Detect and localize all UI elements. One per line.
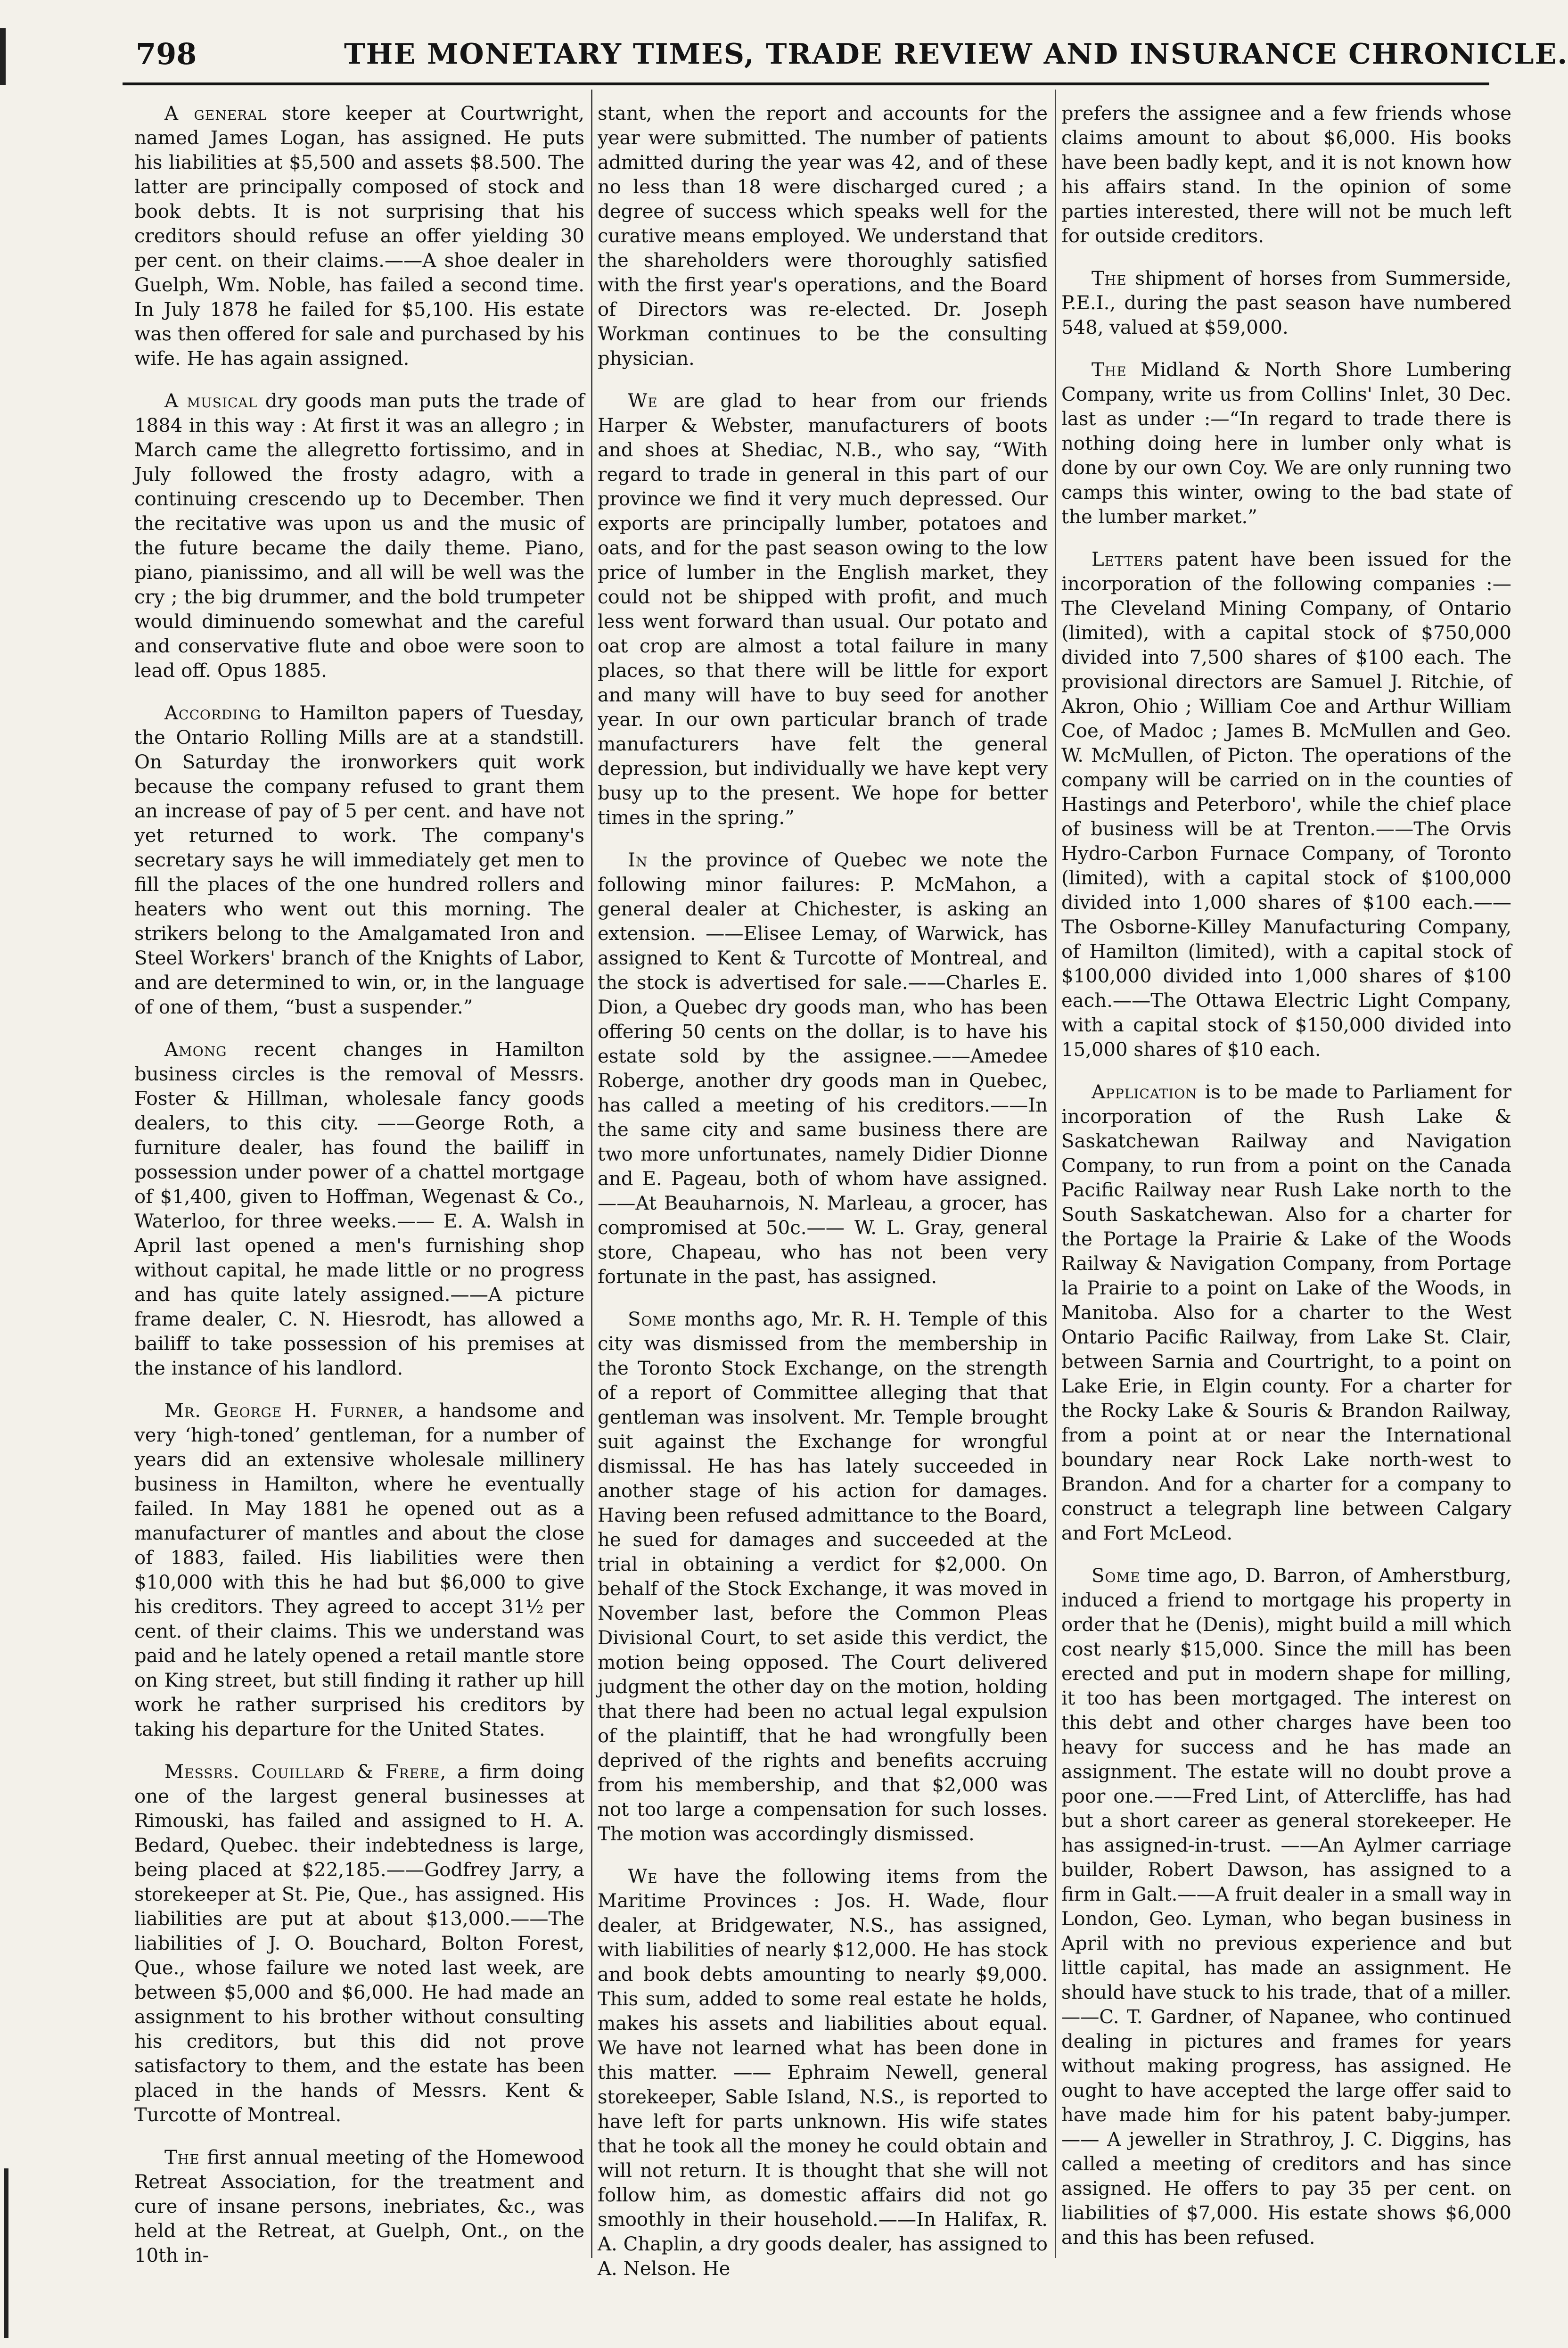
paragraph-text: shipment of horses from Summerside, P.E.I., during the past season have numbered 548, valued at $59,000. xyxy=(1061,268,1511,338)
article-paragraph xyxy=(598,848,1048,1289)
column-divider-1 xyxy=(591,90,592,2258)
paragraph-text: recent changes in Hamilton business circles is the removal of Messrs. Foster & Hillman, wholesale fancy goods dealers, to this city. ——George Roth, a furniture dealer, has found the bailiff in possession under power of a chattel mortgage of $1,400, given to Hoffman, Wegenast & Co., Waterloo, for three weeks.—— E. A. Walsh in April last opened a men's furnishing shop without capital, he made little or no progress and has quite lately assigned.——A picture frame dealer, C. N. Hiesrodt, has allowed a bailiff to take possession of his premises at the instance of his landlord. xyxy=(134,1039,584,1379)
paragraph-text: are glad to hear from our friends Harper & Webster, manufacturers of boots and shoes at Shediac, N.B., who say, “With regard to trade in general in this part of our province we find it very much depressed. Our exports are principally lumber, potatoes and oats, and for the past season owing to the low price of lumber in the English market, they could not be shipped with profit, and much less went forward than usual. Our potato and oat crop are almost a total failure in many places, so that there will be little for export and many will have to buy seed for another year. In our own particular branch of trade manufacturers have felt the general depression, but individually we have kept very busy up to the present. We hope for better times in the spring.” xyxy=(598,390,1048,829)
article-paragraph xyxy=(134,1399,584,1742)
paragraph-lead: Mr. George H. Furner xyxy=(164,1400,398,1422)
page-header xyxy=(0,0,1567,118)
paragraph-text: , a firm doing one of the largest general businesses at Rimouski, has failed and assigned to H. A. Bedard, Quebec. their indebtedness is large, being placed at $22,185.——Godfrey Jarry, a storekeeper at St. Pie, Que., has assigned. His liabilities are put at about $13,000.——The liabilities of J. O. Bouchard, Bolton Forest, Que., whose failure we noted last week, are between $5,000 and $6,000. He had made an assignment to his brother without consulting his creditors, but this did not prove satisfactory to them, and the estate has been placed in the hands of Messrs. Kent & Turcotte of Montreal. xyxy=(134,1761,585,2126)
paragraph-lead: Some xyxy=(628,1309,677,1330)
paragraph-lead: We xyxy=(628,390,658,412)
article-paragraph xyxy=(598,389,1048,830)
paragraph-text: the province of Quebec we note the following minor failures: P. McMahon, a general dealer at Chichester, is asking an extension. ——Elisee Lemay, of Warwick, has assigned to Kent & Turcotte of Montreal, and the stock is advertised for sale.——Charles E. Dion, a Quebec dry goods man, who has been offering 50 cents on the dollar, is to have his estate sold by the assignee.——Amedee Roberge, another dry goods man in Quebec, has called a meeting of his creditors.——In the same city and same business there are two more unfortunates, namely Didier Dionne and E. Pageau, both of whom have assigned.——At Beauharnois, N. Marleau, a grocer, has compromised at 50c.—— W. L. Gray, general store, Chapeau, who has not been very fortunate in the past, has assigned. xyxy=(598,849,1048,1288)
article-paragraph xyxy=(1061,1080,1511,1546)
paragraph-lead: Messrs. Couillard & Frere xyxy=(164,1761,440,1783)
paragraph-lead: The xyxy=(1092,268,1127,289)
column-divider-2 xyxy=(1055,90,1056,2258)
paragraph-lead: Letters xyxy=(1092,549,1164,570)
paragraph-lead: In xyxy=(628,849,648,871)
article-paragraph xyxy=(598,1864,1048,2281)
article-paragraph xyxy=(1061,358,1511,529)
paragraph-text: have the following items from the Maritime Provinces : Jos. H. Wade, flour dealer, at Bridgewater, N.S., has assigned, with liabilities of nearly $12,000. He has stock and book debts amounting to nearly $9,000. This sum, added to some real estate he holds, makes his assets and liabilities about equal. We have not learned what has been done in this matter. —— Ephraim Newell, general storekeeper, Sable Island, N.S., is reported to have left for parts unknown. His wife states that he took all the money he could obtain and will not return. It is thought that she will not follow him, as domestic affairs did not go smoothly in their household.——In Halifax, R. A. Chaplin, a dry goods dealer, has assigned to A. Nelson. He xyxy=(598,1866,1048,2280)
paragraph-lead: Application xyxy=(1092,1081,1198,1103)
article-paragraph xyxy=(134,1760,584,2127)
paragraph-text: Midland & North Shore Lumbering Company, write us from Collins' Inlet, 30 Dec. last as under :—“In regard to trade there is nothing doing here in lumber only what is done by our own Coy. We are only running two camps this winter, owing to the bad state of the lumber market.” xyxy=(1061,359,1511,528)
page-number: 798 xyxy=(136,37,197,71)
paragraph-lead: We xyxy=(628,1866,658,1887)
paragraph-text: , a handsome and very ‘high-toned’ gentleman, for a number of years did an extensive wholesale millinery business in Hamilton, where he eventually failed. In May 1881 he opened out as a manufacturer of mantles and about the close of 1883, failed. His liabilities were then $10,000 with this he had but $6,000 to give his creditors. They agreed to accept 31½ per cent. of their claims. This we understand was paid and he lately opened a retail mantle store on King street, but still finding it rather up hill work he rather surprised his creditors by taking his departure for the United States. xyxy=(134,1400,584,1740)
article-paragraph xyxy=(598,1307,1048,1846)
paragraph-text: is to be made to Parliament for incorporation of the Rush Lake & Saskatchewan Railway and Navigation Company, to run from a point on the Canada Pacific Railway near Rush Lake north to the South Saskatchewan. Also for a charter for the Portage la Prairie & Lake of the Woods Railway & Navigation Company, from Portage la Prairie to a point on Lake of the Woods, in Manitoba. Also for a charter to the West Ontario Pacific Railway, from Lake St. Clair, between Sarnia and Courtright, to a point on Lake Erie, in Elgin county. For a charter for the Rocky Lake & Souris & Brandon Railway, from a point at or near the International boundary near Rock Lake north-west to Brandon. And for a charter for a company to construct a telegraph line between Calgary and Fort McLeod. xyxy=(1061,1081,1511,1544)
header-rule xyxy=(123,82,1489,85)
article-paragraph xyxy=(1061,266,1511,340)
paragraph-lead: The xyxy=(164,2147,200,2168)
article-paragraph xyxy=(134,1038,584,1381)
paragraph-text: time ago, D. Barron, of Amherstburg, induced a friend to mortgage his property in order that he (Denis), might build a mill which cost nearly $15,000. Since the mill has been erected and put in modern shape for milling, it too has been mortgaged. The interest on this debt and other charges have been too heavy for success and he has made an assignment. The estate will no doubt prove a poor one.——Fred Lint, of Attercliffe, has had but a short career as general storekeeper. He has assigned-in-trust. ——An Aylmer carriage builder, Robert Dawson, has assigned to a firm in Galt.——A fruit dealer in a small way in London, Geo. Lyman, who began business in April with no previous experience and but little capital, has made an assignment. He should have stuck to his trade, that of a miller.——C. T. Gardner, of Napanee, who continued dealing in pictures and frames for years without making progress, has assigned. He ought to have accepted the large offer said to have made him for his patent baby-jumper.—— A jeweller in Strathroy, J. C. Diggins, has called a meeting of creditors and has since assigned. He offers to pay 35 per cent. on liabilities of $7,000. His estate shows $6,000 and this has been refused. xyxy=(1061,1565,1511,2249)
article-paragraph xyxy=(134,389,584,683)
column-1 xyxy=(134,101,585,2266)
paragraph-lead: Among xyxy=(164,1039,227,1061)
column-3 xyxy=(1061,101,1511,2260)
article-paragraph xyxy=(134,701,584,1020)
column-2 xyxy=(598,101,1048,2280)
paragraph-lead: The xyxy=(1092,359,1127,381)
article-paragraph xyxy=(134,101,584,371)
paragraph-lead: According xyxy=(164,702,262,724)
paragraph-text: patent have been issued for the incorporation of the following companies :—The Cleveland Mining Company, of Ontario (limited), with a capital stock of $750,000 divided into 7,500 shares of $100 each. The provisional directors are Samuel J. Ritchie, of Akron, Ohio ; William Coe and Arthur William Coe, of Madoc ; James B. McMullen and Geo. W. McMullen, of Picton. The operations of the company will be carried on in the counties of Hastings and Peterboro', while the chief place of business will be at Trenton.——The Orvis Hydro-Carbon Furnace Company, of Toronto (limited), with a capital stock of $100,000 divided into 1,000 shares of $100 each.——The Osborne-Killey Manufacturing Company, of Hamilton (limited), with a capital stock of $100,000 divided into 1,000 shares of $100 each.——The Ottawa Electric Light Company, with a capital stock of $150,000 divided into 15,000 shares of $10 each. xyxy=(1061,549,1511,1061)
article-paragraph xyxy=(1061,547,1511,1062)
binding-mark-top xyxy=(0,28,6,85)
article-paragraph xyxy=(1061,101,1511,248)
binding-mark-bottom xyxy=(4,2168,8,2338)
paragraph-text: first annual meeting of the Homewood Retreat Association, for the treatment and cure of insane persons, inebriates, &c., was held at the Retreat, at Guelph, Ont., on the 10th in- xyxy=(134,2147,584,2266)
paragraph-lead: Some xyxy=(1092,1565,1141,1587)
paragraph-text: store keeper at Courtwright, named James Logan, has assigned. He puts his liabilities at $5,500 and assets $8.500. The latter are principally composed of stock and book debts. It is not surprising that his creditors should refuse an offer yielding 30 per cent. on their claims.——A shoe dealer in Guelph, Wm. Noble, has failed a second time. In July 1878 he failed for $5,100. His estate was then offered for sale and purchased by his wife. He has again assigned. xyxy=(134,103,584,370)
article-paragraph xyxy=(598,101,1048,371)
paragraph-text: dry goods man puts the trade of 1884 in this way : At first it was an allegro ; in March came the allegretto fortissimo, and in July followed the frosty adagro, with a continuing crescendo up to December. Then the recitative was upon us and the music of the future became the daily theme. Piano, piano, pianissimo, and all will be well was the cry ; the big drummer, and the bold trumpeter would diminuendo somewhat and the careful and conservative flute and oboe were soon to lead off. Opus 1885. xyxy=(134,390,584,682)
paragraph-text: to Hamilton papers of Tuesday, the Ontario Rolling Mills are at a standstill. On Saturday the ironworkers quit work because the company refused to grant them an increase of pay of 5 per cent. and have not yet returned to work. The company's secretary says he will immediately get men to fill the places of the one hundred rollers and heaters who went out this morning. The strikers belong to the Amalgamated Iron and Steel Workers' branch of the Knights of Labor, and are determined to win, or, in the language of one of them, “bust a suspender.” xyxy=(134,702,584,1018)
masthead-title: THE MONETARY TIMES, TRADE REVIEW AND INSURANCE CHRONICLE. xyxy=(344,38,1568,71)
paragraph-lead: A musical xyxy=(164,390,258,412)
paragraph-text: stant, when the report and accounts for the year were submitted. The number of patients admitted during the year was 42, and of these no less than 18 were discharged cured ; a degree of success which speaks well for the curative means employed. We understand that the shareholders were thoroughly satisfied with the first year's operations, and the Board of Directors was re-elected. Dr. Joseph Workman continues to be the consulting physician. xyxy=(598,103,1048,370)
paragraph-lead: A general xyxy=(164,103,267,124)
article-paragraph xyxy=(134,2145,584,2268)
paragraph-text: months ago, Mr. R. H. Temple of this city was dismissed from the membership in the Toronto Stock Exchange, on the strength of a report of Committee alleging that that gentleman was insolvent. Mr. Temple brought suit against the Exchange for wrongful dismissal. He has has lately succeeded in another stage of his action for damages. Having been refused admittance to the Board, he sued for damages and succeeded at the trial in obtaining a verdict for $2,000. On behalf of the Stock Exchange, it was moved in November last, before the Common Pleas Divisional Court, to set aside this verdict, the motion being opposed. The Court delivered judgment the other day on the motion, holding that there had been no actual legal expulsion of the plaintiff, that he had wrongfully been deprived of the rights and benefits accruing from his membership, and that $2,000 was not too large a compensation for such losses. The motion was accordingly dismissed. xyxy=(598,1309,1048,1845)
article-paragraph xyxy=(1061,1564,1511,2250)
paragraph-text: prefers the assignee and a few friends whose claims amount to about $6,000. His books have been badly kept, and it is not known how his affairs stand. In the opinion of some parties interested, there will not be much left for outside creditors. xyxy=(1061,103,1511,247)
